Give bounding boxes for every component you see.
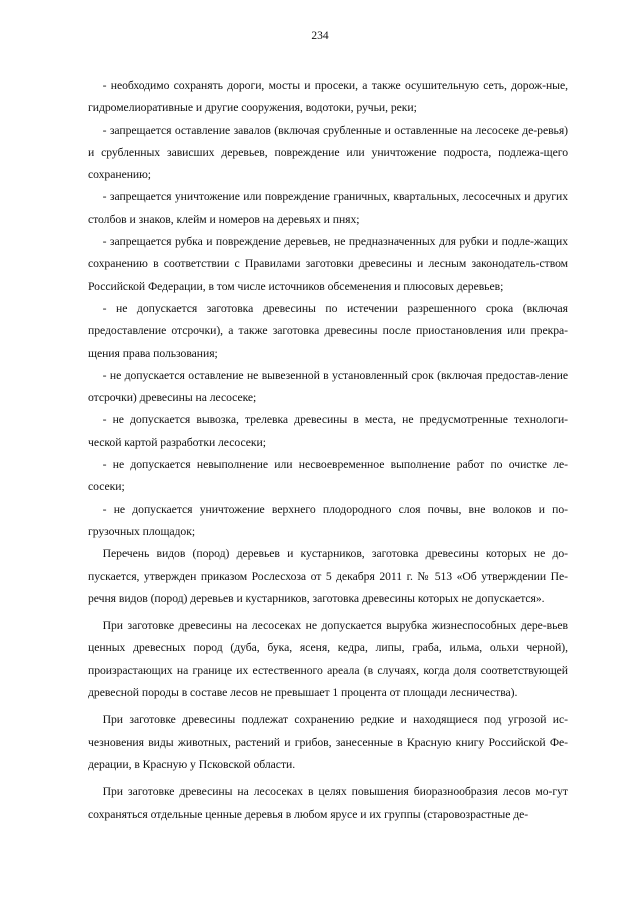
list-item: - запрещается рубка и повреждение деревьев, не предназначенных для рубки и подле-жащих сохранению в соответствии с Правилами заготовки древесины и лесным законодатель-ством Российской Федерации, в том числе источников обсеменения и плюсовых деревьев; bbox=[88, 235, 568, 293]
paragraph: При заготовке древесины на лесосеках в целях повышения биоразнообразия лесов мо-гут сохраняться отдельные ценные деревья в любом ярусе и их группы (старовозрастные де- bbox=[88, 785, 568, 821]
paragraph: Перечень видов (пород) деревьев и кустарников, заготовка древесины которых не до-пускается, утвержден приказом Рослесхоза от 5 декабря 2011 г. № 513 «Об утверждении Пе-речня видов (пород) деревьев и кустарников, заготовка древесины которых не допускается». bbox=[88, 547, 568, 605]
list-item: - не допускается оставление не вывезенной в установленный срок (включая предостав-ление отсрочки) древесины на лесосеке; bbox=[88, 368, 568, 405]
paragraph: При заготовке древесины на лесосеках не допускается вырубка жизнеспособных дере-вьев ценных древесных пород (дуба, бука, ясеня, кедра, липы, граба, ильма, ольхи черной), произрастающих на границе их естественного ареала (в случаях, когда доля соответствующей древесной породы в составе лесов не превышает 1 процента от площади лесничества). bbox=[88, 619, 568, 700]
list-item: - запрещается оставление завалов (включая срубленные и оставленные на лесосеке де-ревья) и срубленных зависших деревьев, повреждение или уничтожение подроста, подлежа-щего сохранению; bbox=[88, 123, 568, 182]
page-number: 234 bbox=[311, 30, 329, 42]
list-item: - не допускается заготовка древесины по истечении разрешенного срока (включая предоставление отсрочки), а также заготовка древесины после приостановления или прекра-щения права пользования; bbox=[88, 301, 568, 360]
list-item: - не допускается уничтожение верхнего плодородного слоя почвы, вне волоков и по-грузочных площадок; bbox=[88, 502, 568, 538]
list-item: - запрещается уничтожение или повреждение граничных, квартальных, лесосечных и других столбов и знаков, клейм и номеров на деревьях и пнях; bbox=[88, 190, 568, 226]
list-item: - не допускается невыполнение или несвоевременное выполнение работ по очистке ле-сосеки; bbox=[88, 458, 568, 494]
paragraph: При заготовке древесины подлежат сохранению редкие и находящиеся под угрозой ис-чезновения виды животных, растений и грибов, занесенные в Красную книгу Российской Фе-дерации, в Красную у Псковской области. bbox=[88, 713, 568, 771]
list-item: - не допускается вывозка, трелевка древесины в места, не предусмотренные технологи-ческой картой разработки лесосеки; bbox=[88, 413, 568, 449]
list-item: - необходимо сохранять дороги, мосты и просеки, а также осушительную сеть, дорож-ные, гидромелиоративные и другие сооружения, водотоки, ручьи, реки; bbox=[88, 79, 568, 115]
body-text bbox=[88, 75, 568, 826]
